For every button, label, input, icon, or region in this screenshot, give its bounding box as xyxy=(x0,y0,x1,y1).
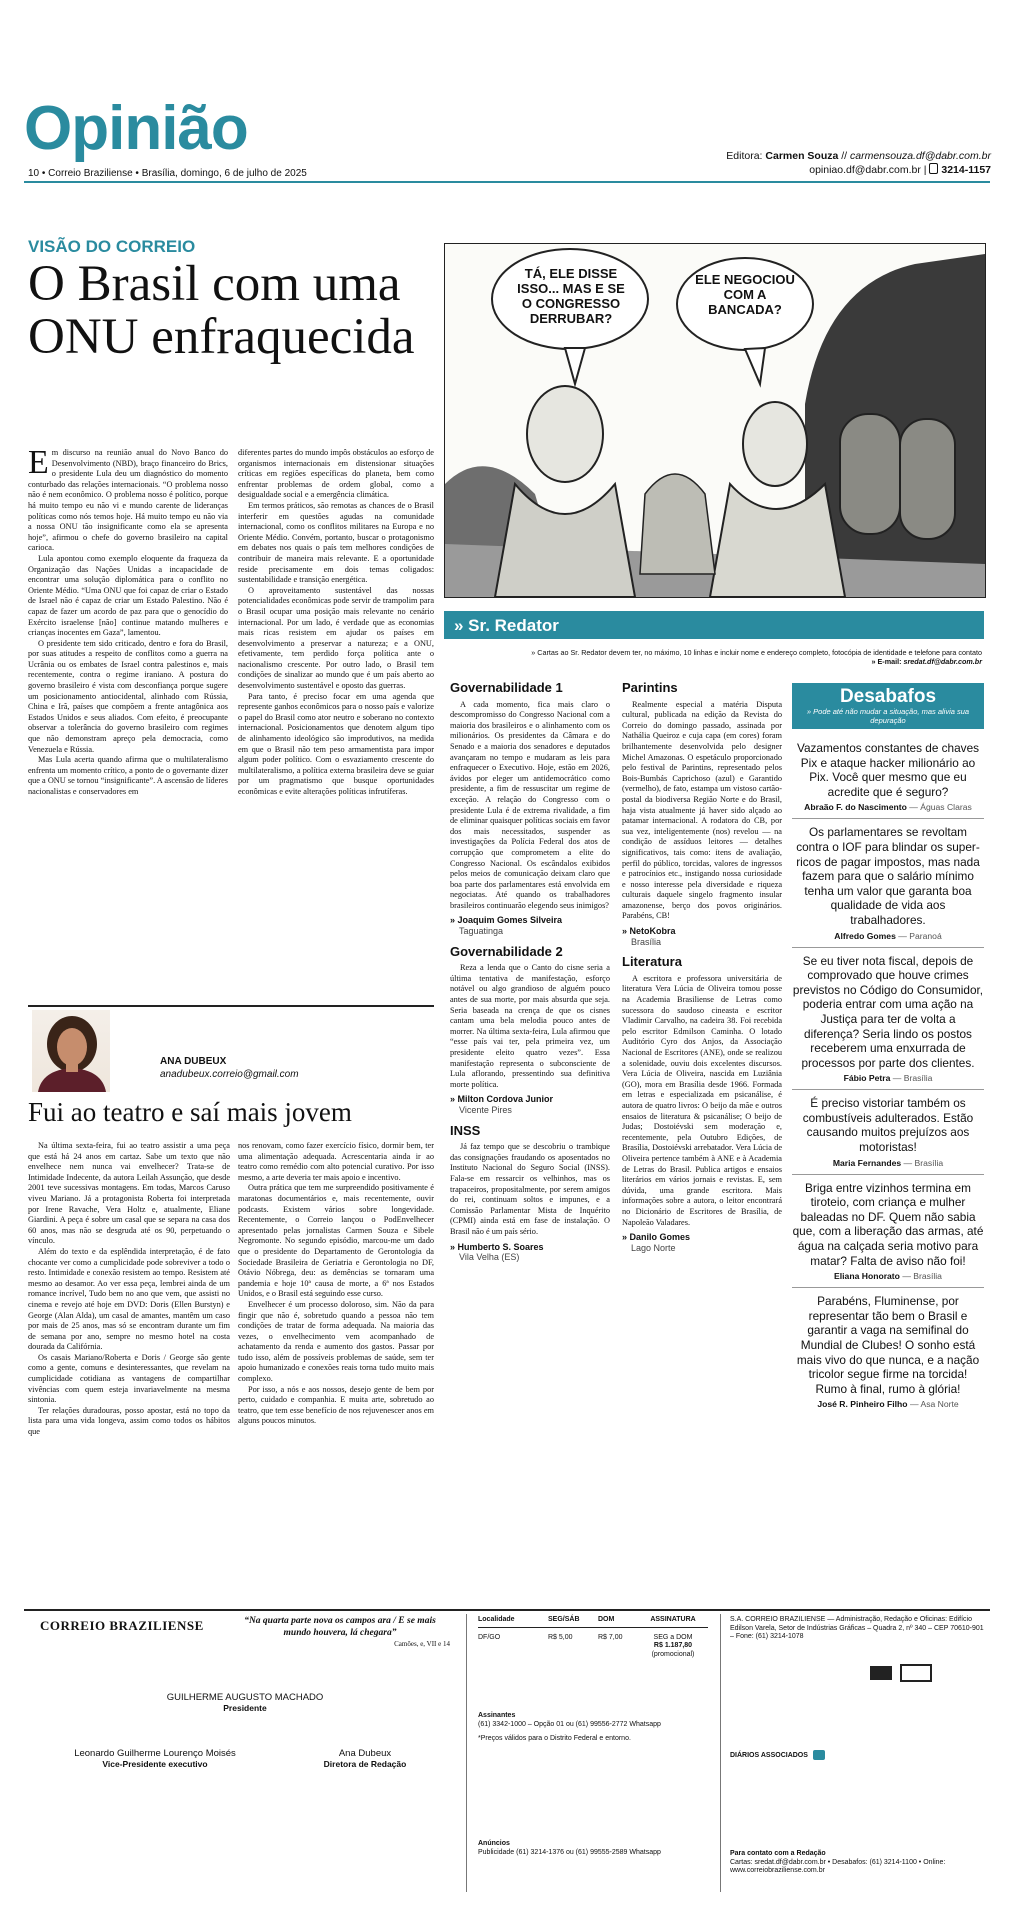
letter-author: » Milton Cordova Junior xyxy=(450,1094,554,1105)
assinantes-note: *Preços válidos para o Distrito Federal e entorno. xyxy=(478,1735,631,1743)
editorial-title: O Brasil com uma ONU enfraquecida xyxy=(28,256,415,365)
editorial-dropcap: E xyxy=(28,444,49,481)
assinantes-title: Assinantes xyxy=(478,1712,516,1719)
desabafos-title: Desabafos xyxy=(839,686,937,707)
editor-info: Editora: Carmen Souza // carmensouza.df@dabr.com.br opiniao.df@dabr.com.br | 3214-1157 xyxy=(726,150,991,176)
sa-text: S.A. CORREIO BRAZILIENSE — Administração, Redação e Oficinas: Edifício Edilson Varela, Setor de Indústrias Gráficas – Quadra 2, nº 340 – CEP 70610-901 – Fone: (61) 3214-1078 xyxy=(730,1616,984,1641)
desabafo-divider xyxy=(792,1174,984,1175)
letter-place: Vila Velha (ES) xyxy=(459,1252,520,1263)
desabafo-signature: Alfredo Gomes — Paranoá xyxy=(834,930,942,941)
editorial-para: Em discurso na reunião anual do Novo Banco do Desenvolvimento (NBD), braço financeiro do Brics, o presidente Lula deu um diagnóstico do momento conturbado das relações internacionais. “O problema nosso não é nem econômico. O problema nosso é político, porque há muito tempo eu não vi e mundo carente de lideranças políticas como nós temos hoje. Há muito tempo eu não via a nossa ONU tão insignificante como ela se apresenta hoje”, afirmou o chefe do governo brasileiro na capital carioca. xyxy=(28,444,228,553)
vp-role: Vice-Presidente executivo xyxy=(102,1759,208,1769)
desabafo-signature: Eliana Honorato — Brasília xyxy=(834,1271,942,1282)
contact-text: Cartas: sredat.df@dabr.com.br • Desabafos: (61) 3214-1100 • Online: www.correiobraziliense.com.br xyxy=(730,1858,946,1875)
bullet-icon: » xyxy=(871,657,876,666)
desabafo-signature: Abraão F. do Nascimento — Águas Claras xyxy=(804,802,972,813)
price-col-weekday: SEG/SÁB xyxy=(548,1616,580,1623)
president-name: GUILHERME AUGUSTO MACHADO xyxy=(166,1692,324,1703)
columnist-email[interactable]: anadubeux.correio@gmail.com xyxy=(160,1069,299,1080)
cartoon xyxy=(444,243,986,598)
anj-ivc-logos xyxy=(870,1664,932,1682)
cartoon-balloon-left: TÁ, ELE DISSE ISSO... MAS E SE O CONGRESSO DERRUBAR? xyxy=(517,266,625,326)
footer-president xyxy=(40,1692,450,1713)
column-para: nos renovam, como fazer exercício físico, dormir bem, ter uma alimentação adequada. Acrescentaria ainda ir ao teatro como remédio com alto potencial curativo. Por isso mesmo, a arte deveria ter mais apoio e incentivo. xyxy=(238,1141,434,1182)
editor-name: Carmen Souza xyxy=(765,150,839,162)
contact-title: Para contato com a Redação xyxy=(730,1850,826,1857)
price-col-sunday: DOM xyxy=(598,1616,615,1623)
column-para: Envelhecer é um processo doloroso, sim. Não da para fingir que não é, sobretudo quando a pessoa não tem condições de tratar de forma adequada. Na maioria das vezes, o envelhecimento vem acompanhado de achatamento da renda e aumento dos gastos. Passar por tudo isso, além de possíveis problemas de saúde, sem ter apoio humanizado e conexões reais torna tudo muito mais complexo. xyxy=(238,1299,434,1384)
footer-vertical-rule xyxy=(466,1614,467,1892)
associados-block xyxy=(730,1750,986,1760)
desabafos-banner xyxy=(792,683,984,729)
redator-email[interactable]: sredat.df@dabr.com.br xyxy=(903,657,982,666)
desabafo-divider xyxy=(792,818,984,819)
letter-body: A cada momento, fica mais claro o descompromisso do Congresso Nacional com a maioria dos brasileiros e o alinhamento com os milionários. Os presidentes da Câmara e do Senado e a maioria dos senadores e deputados avançaram no tempo e mudaram as leis para enfraquecer o Executivo. Hoje, estão em 2026, ávidos por eleger um antidemocrático como presidente, a fim de ressuscitar um regime de exceção. A relação do Congresso com o presidente Lula é de extrema rivalidade, a fim de eliminar quaisquer políticas sociais em favor dos mais necessitados, suspender as investigações da Polícia Federal dos atos de corrupção que comprometem a elite do Congresso Nacional. Os escândalos exibidos pelos meios de comunicação deixam claro que boa parte dos parlamentares está envolvida em negociatas. Até quando os trabalhadores brasileiros continuarão elegendo seus inimigos? xyxy=(450,699,610,910)
column-para: Por isso, a nós e aos nossos, desejo gente de bem por perto, cuidado e companhia. E muita arte, sobretudo ao teatro, que tem esse benefício de nos rejuvenescer anos em alguns poucos minutos. xyxy=(238,1384,434,1426)
letter-author: » Humberto S. Soares xyxy=(450,1241,544,1252)
sa-block xyxy=(730,1616,986,1642)
editorial-col1 xyxy=(28,444,228,798)
columnist-avatar xyxy=(32,1010,110,1092)
price-assin-label: SEG a DOM xyxy=(653,1633,693,1641)
desabafos-subtitle: » Pode até não mudar a situação, mas alivia sua depuração xyxy=(806,707,970,725)
column-para: Outra prática que tem me surpreendido positivamente é maratonas documentários e, mais recentemente, ouvir podcasts. Existem vários sobre longevidade. Recentemente, o Correio lançou o PodEnvelhecer apresentado pelas jornalistas Carmen Souza e Sibele Negromonte. No segundo episódio, marcou-me um dado que o presidente do Departamento de Gerontologia da Sociedade Brasileira de Geriatria e Gerontologia no DF, Otávio Nóbrega, deu: as demências se tornaram uma pandemia e hoje 10ª causa de morte, a 6ª nos Estados Unidos, e o Brasil está seguindo esse curso. xyxy=(238,1183,434,1299)
desabafo-text: Os parlamentares se revoltam contra o IOF para blindar os super-ricos de pagar impostos, mas nada fazem para que o salário mínimo tenha um valor que garanta boa qualidade de vida aos trabalhadores. xyxy=(796,825,980,927)
editorial-para: O aproveitamento sustentável das nossas potencialidades econômicas pode servir de trampolim para o Brasil ocupar uma posição mais relevante no cenário internacional. Por um lado, é verdade que as economias mais ricas resistem em ajudar os países em desenvolvimento a preservar a natureza; e a ONU, efetivamente, tem perdido força política ante o nacionalismo crescente. Por outro lado, o Brasil tem condições de sinalizar ao mundo que é um país aberto ao desenvolvimento sustentável e oposto das guerras. xyxy=(238,585,434,691)
editor-label: Editora: xyxy=(726,150,763,162)
anj-logo-icon xyxy=(870,1666,892,1680)
letter-place: Lago Norte xyxy=(631,1242,676,1253)
footer-director xyxy=(280,1748,450,1769)
desabafo-text: Se eu tiver nota fiscal, depois de comprovado que houve crimes previstos no Código do Consumidor, poderia entrar com uma ação na Justiça para ter de volta a diferença? Seria lindo os postos receberem uma enxurrada de processos por parte dos clientes. xyxy=(792,953,984,1070)
desabafo-text: Vazamentos constantes de chaves Pix e ataque hacker milionário ao Pix. Você quer mesmo que eu acredite que é seguro? xyxy=(796,741,980,799)
page-line: 10 • Correio Braziliense • Brasília, domingo, 6 de julho de 2025 xyxy=(28,168,307,179)
bullet-icon: » xyxy=(531,648,536,657)
director-name: Ana Dubeux xyxy=(338,1748,392,1759)
editorial-kicker: VISÃO DO CORREIO xyxy=(28,237,196,256)
desabafo-divider xyxy=(792,1287,984,1288)
price-row-weekday: R$ 5,00 xyxy=(548,1633,573,1641)
phone-icon xyxy=(929,163,938,174)
desabafo-signature: Maria Fernandes — Brasília xyxy=(832,1157,944,1168)
price-row-location: DF/GO xyxy=(478,1633,501,1641)
letters-col2 xyxy=(622,680,782,1253)
cartoon-balloon-right: ELE NEGOCIOU COM A BANCADA? xyxy=(695,272,795,317)
header-rule xyxy=(24,181,990,183)
associados-icon xyxy=(813,1750,825,1760)
ivc-logo-icon xyxy=(900,1664,932,1682)
opinion-email[interactable]: opiniao.df@dabr.com.br xyxy=(809,164,921,176)
price-row-sunday: R$ 7,00 xyxy=(598,1633,623,1641)
contact-block xyxy=(730,1850,986,1876)
column-title: Fui ao teatro e saí mais jovem xyxy=(28,1097,352,1127)
assinantes-block xyxy=(478,1712,708,1744)
assinantes-text: (61) 3342-1000 – Opção 01 ou (61) 99556-2772 Whatsapp xyxy=(478,1720,661,1728)
editorial-para: Lula apontou como exemplo eloquente da fraqueza da Organização das Nações Unidas a incapacidade de encontrar uma solução diplomática para o conflito no Oriente Médio. “Uma ONU que foi capaz de criar o Estado de Israel não é capaz de criar um Estado Palestino. Não é capaz de fazer um acordo de paz para que o genocídio do Exército israelense [não] continue matando mulheres e crianças inocentes em Gaza”, lamentou. xyxy=(28,553,228,638)
section-title: Opinião xyxy=(24,94,248,163)
letter-author: » Danilo Gomes xyxy=(622,1232,691,1243)
portrait-icon xyxy=(32,1010,110,1092)
price-assin-title: ASSINATURA xyxy=(650,1616,696,1623)
letter-place: Taguatinga xyxy=(459,926,504,937)
price-table xyxy=(478,1616,708,1659)
letter-title: Parintins xyxy=(622,680,678,695)
letter-title: INSS xyxy=(450,1122,481,1138)
letter-title: Governabilidade 1 xyxy=(450,680,563,695)
letter-body: A escritora e professora universitária de literatura Vera Lúcia de Oliveira tomou posse na Academia Brasiliense de Letras como sucessora do saudoso cineasta e escritor Vladimir Carvalho, na cadeira 38. Foi recebida pelo escritor Edmilson Caminha. O lotado Auditório Cyro dos Anjos, da Associação Nacional de Escritores (ANE), onde se realizou a solenidade, ouviu dois excelentes discursos. Vera Lúcia de Oliveira, nascida em Luziânia (GO), mora em Brasília desde 1966. Formada em letras e especializada em psicanálise, é autora de quatro livros: O beijo da mãe e outros ensaios de literatura & psicanálise; O beijo de Judas; Dostoiévski sem moderação e, recentemente, pela Outubro Edições, de Brasília, Dostoiévski arrebatador. Vera Lúcia de Oliveira pertence também à ANE e à Academia de Letras do Brasil. Publica artigos e ensaios literários em vários jornais e revistas. E, sem dúvida, uma grande escritora. Mais informações sobre a autora, o leitor encontrará no Dicionário de Escritores de Brasília, de Napoleão Valadares. xyxy=(622,973,782,1227)
letter-author: » Joaquim Gomes Silveira xyxy=(450,915,563,926)
footer-logo: CORREIO BRAZILIENSE xyxy=(40,1618,204,1633)
price-assin-note: (promocional) xyxy=(651,1650,695,1658)
anuncio-title: Anúncios xyxy=(478,1840,510,1847)
anuncio-block xyxy=(478,1840,708,1857)
price-col-location: Localidade xyxy=(478,1616,515,1623)
editorial-para: diferentes partes do mundo impôs obstáculos ao esforço de organismos internacionais em distensionar situações críticas em regiões específicas do planeta, bem como enfrentar problemas de ordem global, como a desigualdade social e a emergência climática. xyxy=(238,448,434,500)
desabafo-text: É preciso vistoriar também os combustíveis adulterados. Estão causando muitos prejuízos aos motoristas! xyxy=(802,1096,974,1155)
associados-label: DIÁRIOS ASSOCIADOS xyxy=(730,1751,808,1759)
editorial-para: Para tanto, é preciso focar em uma agenda que represente ganhos econômicos para o nosso país e valorize o papel do Brasil como ator neutro e soberano no contexto internacional. Posicionamentos que denotem algum tipo de alinhamento ideológico são improdutivos, na medida em que o Brasil não tem peso armamentista para impor algum poder político. Com o esvaziamento crescente do multilateralismo, a política externa brasileira deve se guiar por um pragmatismo que busque oportunidades econômicas e evite alterações políticas infrutíferas. xyxy=(238,691,434,796)
editorial-para: O presidente tem sido criticado, dentro e fora do Brasil, por suas atitudes a respeito de conflitos como a guerra na Ucrânia ou os embates de Israel contra palestinos e, mais recentemente, contra o regime iraniano. A postura do governo brasileiro é vista com desconfiança porque sugere um posicionamento antiocidental, alinhado com Rússia, China e Irã, países que compõem a frente antagônica aos Estados Unidos e seus aliados. Com efeito, é preocupante observar a tolerância do governo brasileiro com regimes que não demonstram apreço pela democracia, como Venezuela e Rússia. xyxy=(28,638,228,754)
director-role: Diretora de Redação xyxy=(323,1759,407,1769)
desabafo-signature: José R. Pinheiro Filho — Asa Norte xyxy=(817,1399,959,1410)
column-col1 xyxy=(28,1141,230,1438)
editorial-para: Mas Lula acerta quando afirma que o multilateralismo enfrenta um momento crítico, a ponto de o governante dizer que a ONU se tornou “insignificante”. A ascensão de líderes nacionalistas e conservadores em xyxy=(28,755,228,796)
footer-top-rule xyxy=(24,1609,990,1611)
redator-note: » Cartas ao Sr. Redator devem ter, no máximo, 10 linhas e incluir nome e endereço completo, fotocópia de identidade e telefone para contato » E-mail: sredat.df@dabr.com.br xyxy=(531,648,982,666)
footer-quote: “Na quarta parte nova os campos ara / E se mais mundo houvera, lá chegara” Camões, e, VII e 14 xyxy=(230,1616,450,1651)
desabafo-divider xyxy=(792,947,984,948)
column-para: Além do texto e da esplêndida interpretação, é de fato chocante ver como a cumplicidade pode sobreviver a todo o resto. Intimidade e conexão resistem ao tempo. Resistem até mesmo ao desamor. Ao ver essa peça, lembrei ainda de um romance incrível, Tudo bem no ano que vem, que assisti no cinema e revejo até hoje em DVD: Doris (Ellen Burstyn) e George (Alan Alda), um casal de amantes, mantêm um caso por mais de 25 anos, mas só se encontram durante um fim de semana por ano, sempre no mesmo hotel na costa dourada da Califórnia. xyxy=(28,1246,230,1352)
column-para: Na última sexta-feira, fui ao teatro assistir a uma peça que está há 24 anos em cartaz. Sabe um texto que não envelhece nem nunca vai envelhecer? Trata-se de Intimidade Indecente, da autora Leilah Assunção, que desde 2001 teve sucessivas montagens. Em todas, Marcos Caruso viveu Mariano. Já a protagonista Roberta foi interpretada por Irene Ravache, Vera Holtz e, atualmente, Eliane Giardini. A peça é sobre um casal que se separa na casa dos 60 anos, mas não se desgruda até os 90, perpetuando o vínculo. xyxy=(28,1141,230,1246)
letter-author: » NetoKobra xyxy=(622,926,676,937)
desabafo-signature: Fábio Petra — Brasília xyxy=(843,1073,933,1084)
column-col2 xyxy=(238,1141,434,1427)
price-assin-value: R$ 1.187,80 xyxy=(653,1642,693,1650)
letter-body: Reza a lenda que o Canto do cisne seria a última tentativa de manifestação, esforço notável ou algo grandioso de alguém pouco antes de sua morte, por mais absurda que seja. Seria baseada na crença de que os cisnes cantam uma bela melodia pouco antes de morrer. Na última sexta-feira, Lula afirmou que “esse país vai ter, pela primeira vez, um presidente eleito quatro vezes”. Essa manifestação representa o subconsciente de Lula aflorando, pressentindo sua definitiva morte política. xyxy=(450,963,610,1089)
president-role: Presidente xyxy=(223,1703,267,1713)
editorial-col2 xyxy=(238,448,434,798)
desabafo-text: Briga entre vizinhos termina em tiroteio, com criança e mulher baleadas no DF. Quem não sabia que, com a liberação das armas, até água na calçada seria motivo para matar? Falta de aviso não foi! xyxy=(792,1180,984,1268)
footer-vertical-rule-2 xyxy=(720,1614,721,1892)
letter-title: Literatura xyxy=(622,954,682,970)
letter-body: Realmente especial a matéria Disputa cultural, publicada na edição da Revista do Correio do domingo passado, assinada por Nathália Queiroz e cuja capa (em cores) foram brilhantemente desenvolvida pelo designer Michel Amazonas. O espetáculo proporcionado pelo festival de Parintins, representado pelos Bois-Bumbás Caprichoso (azul) e Garantido (vermelho), de fato, estampa um vistoso cartão-postal da biodiversa Região Norte e do Brasil, haja vista atualmente já haver sido alçado ao patamar internacional. A rodatora do CB, por sua vez, inteligentemente (nos) revelou — na condição de assíduos leitores — detalhes significativos, tais como: itens de avaliação, perfil do público, torcidas, valores de ingressos e patrocínios etc., instigando nossa curiosidade e nosso interesse pela diversidade e riqueza culturais daquele singelo fragmento insular amazonense, berço dos povos originários. Parabéns, CB! xyxy=(622,699,782,921)
letter-body: Já faz tempo que se descobriu o trambique das consignações fraudando os aposentados no Instituto Nacional do Seguro Social (INSS). Fala-se em ressarcir os velhinhos, mas os trapaceiros, propositalmente, por serem amigos do rei, continuam soltos e impunes, e a Comissão Parlamentar Mista de Inquérito (CPMI) ainda está em fase de instalação. O Brasil não é um país sério. xyxy=(450,1142,610,1236)
desabafos-panel xyxy=(792,683,984,1409)
editor-email[interactable]: carmensouza.df@dabr.com.br xyxy=(850,150,991,162)
letter-place: Vicente Pires xyxy=(459,1104,512,1115)
column-para: Os casais Mariano/Roberta e Doris / George são gente como a gente, comuns e desinteressantes, que revelam na cumplicidade cotidiana as vantagens de compartilhar vivências com quem esteja invariavelmente na mesma sintonia. xyxy=(28,1352,230,1405)
editorial-para: Em termos práticos, são remotas as chances de o Brasil interferir em questões agudas na comunidade internacional, como os conflitos militares na Europa e no Oriente Médio. Convém, portanto, buscar o protagonismo em debates nos quais o país tem melhores condições de contribuir de maneira mais relevante. E a oportunidade reside precisamente em dois temas coligados: sustentabilidade e transição energética. xyxy=(238,500,434,585)
phone-number: 3214-1157 xyxy=(941,164,991,176)
columnist-name: ANA DUBEUX xyxy=(160,1056,227,1067)
redator-banner xyxy=(444,611,984,639)
letter-place: Brasília xyxy=(631,936,662,947)
desabafo-text: Parabéns, Fluminense, por representar tão bem o Brasil e garantir a vaga na semifinal do Mundial de Clubes! O sonho está mais vivo do que nunca, e a nação tricolor segue firme na torcida! Rumo à final, rumo à glória! xyxy=(796,1294,980,1396)
redator-title: » Sr. Redator xyxy=(454,616,559,635)
anuncio-text: Publicidade (61) 3214-1376 ou (61) 99555-2589 Whatsapp xyxy=(478,1848,661,1856)
vp-name: Leonardo Guilherme Lourenço Moisés xyxy=(74,1748,236,1759)
editorial-divider xyxy=(28,1005,434,1007)
desabafo-divider xyxy=(792,1089,984,1090)
letters-col1 xyxy=(450,680,610,1263)
footer-vp xyxy=(40,1748,270,1769)
letter-title: Governabilidade 2 xyxy=(450,943,563,959)
column-para: Ter relações duradouras, posso apostar, está no topo da lista para uma vida longeva, assim como todos os hábitos que xyxy=(28,1405,230,1437)
footer-quote-source: Camões, e, VII e 14 xyxy=(394,1640,450,1648)
